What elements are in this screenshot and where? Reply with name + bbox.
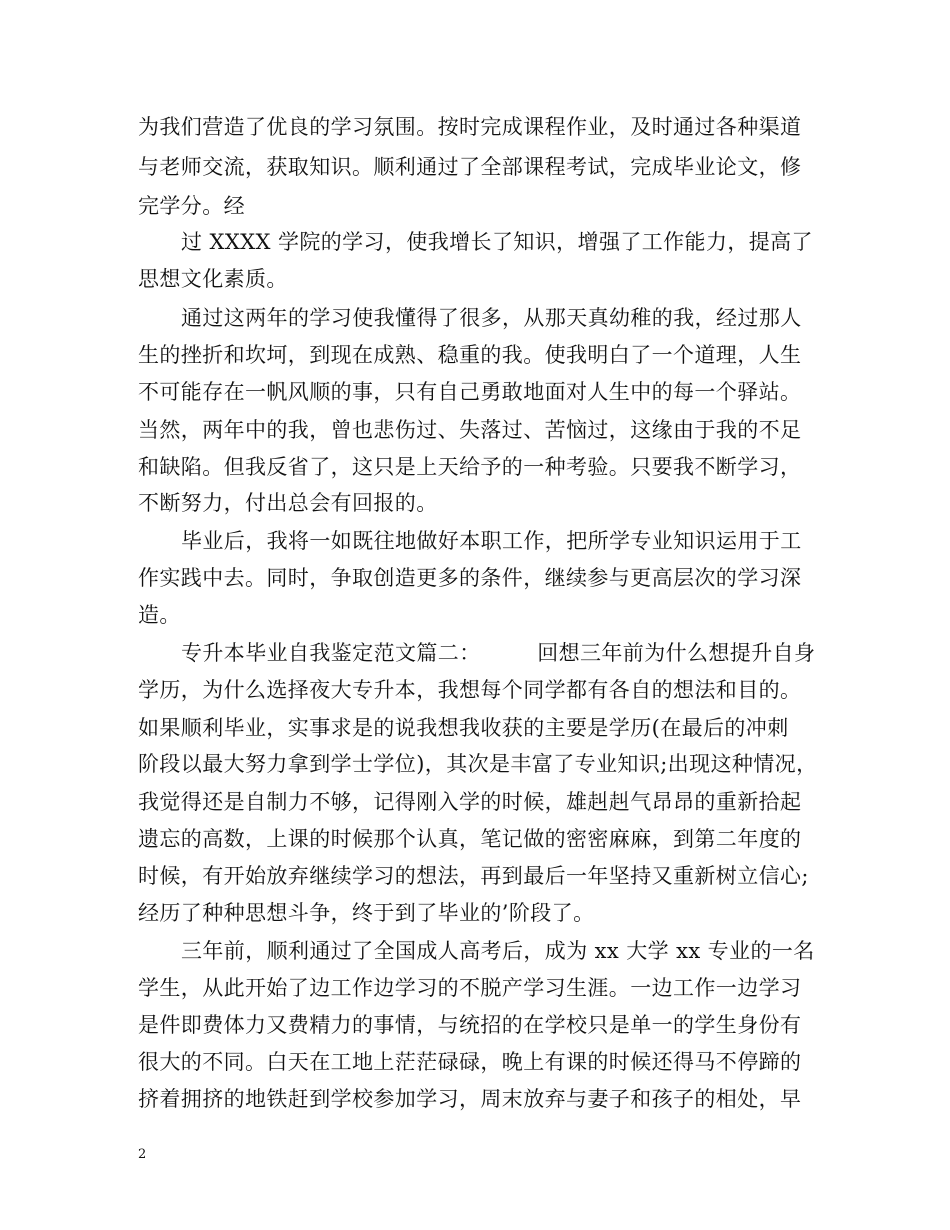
text-line: 经历了种种思想斗争，终于到了毕业的’阶段了。 [138,901,595,925]
text-line: 时候，有开始放弃继续学习的想法，再到最后一年坚持又重新树立信心; [138,864,809,888]
text-line: 毕业后，我将一如既往地做好本职工作，把所学专业知识运用于工 [181,529,802,553]
text-line: 和缺陷。但我反省了，这只是上天给予的一种考验。只要我不断学习， [138,455,802,479]
text-line: 当然，两年中的我，曾也悲伤过、失落过、苦恼过，这缘由于我的不足 [138,418,802,442]
text-line: 三年前，顺利通过了全国成人高考后，成为 xx 大学 xx 专业的一名 [181,939,815,963]
text-line: 我觉得还是自制力不够，记得刚入学的时候，雄赳赳气昂昂的重新拾起 [138,790,802,814]
text-line: 完学分。经 [138,194,245,218]
text-line: 与老师交流，获取知识。顺利通过了全部课程考试，完成毕业论文，修 [138,155,802,179]
text-line: 不可能存在一帆风顺的事，只有自己勇敢地面对人生中的每一个驿站。 [138,380,802,404]
text-line: 如果顺利毕业，实事求是的说我想我收获的主要是学历(在最后的冲刺 [138,716,789,740]
text-line: 学生，从此开始了边工作边学习的不脱产学习生涯。一边工作一边学习 [138,976,802,1000]
text-line: 生的挫折和坎坷，到现在成熟、稳重的我。使我明白了一个道理，人生 [138,343,802,367]
text-line: 阶段以最大努力拿到学士学位)，其次是丰富了专业知识;出现这种情况， [138,752,818,776]
text-line: 造。 [138,603,181,627]
text-line: 专升本毕业自我鉴定范文篇二： 回想三年前为什么想提升自身 [181,641,816,665]
page-number: 2 [138,1147,147,1162]
text-line: 过 XXXX 学院的学习，使我增长了知识，增强了工作能力，提高了 [181,230,813,254]
text-line: 作实践中去。同时，争取创造更多的条件，继续参与更高层次的学习深 [138,566,802,590]
text-line: 为我们营造了优良的学习氛围。按时完成课程作业，及时通过各种渠道 [138,115,802,139]
text-line: 遗忘的高数，上课的时候那个认真，笔记做的密密麻麻，到第二年度的 [138,827,802,851]
text-line: 通过这两年的学习使我懂得了很多，从那天真幼稚的我，经过那人 [181,306,802,330]
text-line: 学历，为什么选择夜大专升本，我想每个同学都有各自的想法和目的。 [138,678,802,702]
text-line: 很大的不同。白天在工地上茫茫碌碌，晚上有课的时候还得马不停蹄的 [138,1050,802,1074]
text-line: 不断努力，付出总会有回报的。 [138,491,438,515]
text-line: 思想文化素质。 [138,267,288,291]
text-line: 是件即费体力又费精力的事情，与统招的在学校只是单一的学生身份有 [138,1013,802,1037]
text-line: 挤着拥挤的地铁赶到学校参加学习，周末放弃与妻子和孩子的相处，早 [138,1087,802,1111]
